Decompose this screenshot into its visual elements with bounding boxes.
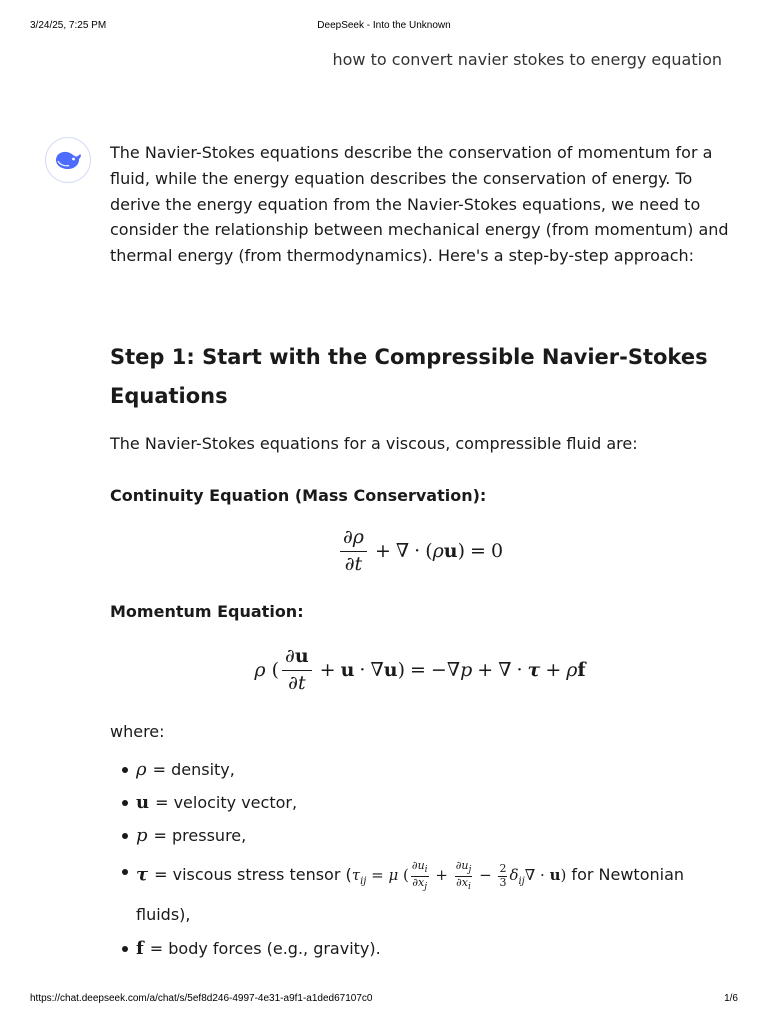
- page-number: 1/6: [724, 993, 738, 1004]
- step1-text: The Navier-Stokes equations for a viscous, compressible fluid are:: [110, 434, 638, 453]
- print-footer: [0, 993, 768, 1007]
- momentum-heading: Momentum Equation:: [110, 602, 304, 621]
- list-item: u = velocity vector,: [110, 789, 730, 817]
- continuity-fraction: $\frac{\partial\rho}{\partial t}$: [340, 527, 367, 576]
- list-item: f = body forces (e.g., gravity).: [110, 935, 730, 963]
- print-datetime: 3/24/25, 7:25 PM: [30, 20, 107, 31]
- continuity-heading: Continuity Equation (Mass Conservation):: [110, 486, 487, 505]
- list-item: τ = viscous stress tensor ($\tau_{ij} = \mu$ ( $\frac{\partial u_i}{\partial x_j}$ + $\frac{\partial u_j}{\partial x_i}$ − $\frac{2}{3}$ $\delta_{ij}\nabla \cdot u$) for Newtonian fluids),: [110, 858, 730, 931]
- step1-heading: Step 1: Start with the Compressible Navier-Stokes Equations: [110, 345, 708, 408]
- list-item: p = pressure,: [110, 822, 730, 850]
- deepseek-whale-icon: [53, 148, 83, 172]
- intro-paragraph: The Navier-Stokes equations describe the conservation of momentum for a fluid, while the energy equation describes the conservation of energy. To derive the energy equation from the Navier-Stokes equations, we need to consider the relationship between mechanical energy (from momentum) and thermal energy (from thermodynamics). Here's a step-by-step approach:: [110, 143, 729, 266]
- momentum-fraction: $\frac{\partial u}{\partial t}$: [282, 646, 312, 695]
- where-label: where:: [110, 722, 165, 741]
- print-header: [0, 20, 768, 34]
- assistant-avatar: [45, 137, 91, 183]
- continuity-equation: $\frac{\partial\rho}{\partial t}$ + ∇ · ( ρ u ) = 0: [110, 525, 730, 577]
- variable-list: [110, 756, 730, 963]
- user-message: how to convert navier stokes to energy equation: [332, 50, 722, 69]
- assistant-response: [110, 140, 730, 959]
- print-url: https://chat.deepseek.com/a/chat/s/5ef8d246-4997-4e31-a9f1-a1ded67107c0: [30, 993, 373, 1004]
- momentum-equation: ρ ( $\frac{\partial u}{\partial t}$ + u · ∇ u ) = −∇ p + ∇ · τ + ρ f: [254, 644, 586, 694]
- list-item: ρ = density,: [110, 756, 730, 784]
- stress-tensor-formula: $\tau_{ij} = \mu$ ( $\frac{\partial u_i}{\partial x_j}$ + $\frac{\partial u_j}{\partial x_i}$ − $\frac{2}{3}$ $\delta_{ij}\nabla \cdot u$): [351, 859, 567, 892]
- print-title: DeepSeek - Into the Unknown: [317, 20, 451, 31]
